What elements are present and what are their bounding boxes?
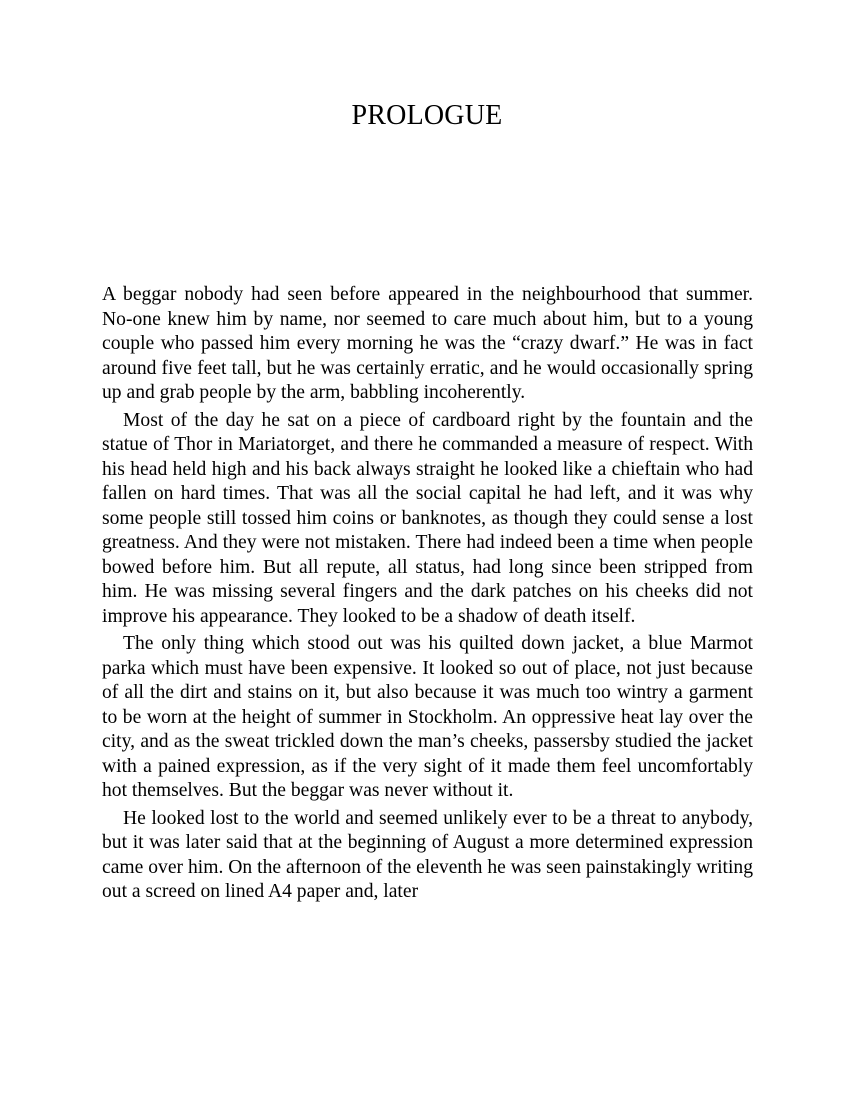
paragraph: The only thing which stood out was his quilted down jacket, a blue Marmot parka which must have been expensive. It looked so out of place, not just because of all the dirt and stains on it, but also because it was much too wintry a garment to be worn at the height of summer in Stockholm. An oppressive heat lay over the city, and as the sweat trickled down the man’s cheeks, passersby studied the jacket with a pained expression, as if the very sight of it made them feel uncomfortably hot themselves. But the beggar was never without it.: [102, 633, 753, 801]
paragraph: Most of the day he sat on a piece of cardboard right by the fountain and the statue of Thor in Mariatorget, and there he commanded a measure of respect. With his head held high and his back always straight he looked like a chieftain who had fallen on hard times. That was all the social capital he had left, and it was why some people still tossed him coins or banknotes, as though they could sense a lost greatness. And they were not mistaken. There had indeed been a time when people bowed before him. But all repute, all status, had long since been stripped from him. He was missing several fingers and the dark patches on his cheeks did not improve his appearance. They looked to be a shadow of death itself.: [102, 409, 753, 627]
body-text: [102, 283, 753, 908]
paragraph: He looked lost to the world and seemed unlikely ever to be a threat to anybody, but it was later said that at the beginning of August a more determined expression came over him. On the afternoon of the eleventh he was seen painstakingly writing out a screed on lined A4 paper and, later: [102, 807, 753, 902]
chapter-title: PROLOGUE: [351, 100, 503, 131]
paragraph: A beggar nobody had seen before appeared in the neighbourhood that summer. No-one knew him by name, nor seemed to care much about him, but to a young couple who passed him every morning he was the “crazy dwarf.” He was in fact around five feet tall, but he was certainly erratic, and he would occasionally spring up and grab people by the arm, babbling incoherently.: [102, 284, 753, 403]
